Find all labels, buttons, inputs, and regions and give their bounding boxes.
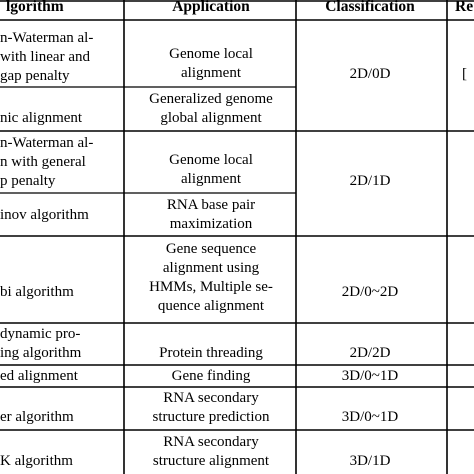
row8-classification: 3D/0~1D: [341, 409, 399, 425]
row3-algorithm-line3: p penalty: [0, 173, 56, 189]
row9-application-line2: structure alignment: [152, 453, 270, 469]
row4-algorithm: inov algorithm: [0, 207, 89, 223]
row5-algorithm: bi algorithm: [0, 284, 74, 300]
header-algorithm: lgorithm: [6, 0, 64, 15]
row8-algorithm: er algorithm: [0, 409, 74, 425]
row8-application-line1: RNA secondary: [163, 390, 259, 406]
row9-application-line1: RNA secondary: [163, 434, 259, 450]
row4-application-line2: maximization: [169, 216, 253, 232]
row1-algorithm-line2: with linear and: [0, 49, 90, 65]
row6-algorithm-line1: dynamic pro-: [0, 326, 81, 342]
row7-application: Gene finding: [171, 368, 251, 384]
row5-application-line3: HMMs, Multiple se-: [149, 279, 273, 295]
row3-classification: 2D/1D: [349, 173, 391, 189]
row5-application-line2: alignment using: [162, 260, 260, 276]
row6-algorithm-line2: ing algorithm: [0, 345, 82, 361]
row2-application-line2: global alignment: [160, 110, 262, 126]
row5-classification: 2D/0~2D: [341, 284, 399, 300]
row7-algorithm: ed alignment: [0, 368, 78, 384]
row2-application-line1: Generalized genome: [149, 91, 273, 107]
header-reference: Re: [455, 0, 474, 15]
row6-application: Protein threading: [159, 345, 263, 361]
row3-application-line2: alignment: [181, 171, 241, 187]
row1-algorithm-line3: gap penalty: [0, 68, 70, 84]
row3-algorithm-line2: n with general: [0, 154, 86, 170]
row7-classification: 3D/0~1D: [341, 368, 399, 384]
row6-classification: 2D/2D: [349, 345, 391, 361]
row3-algorithm-line1: n-Waterman al-: [0, 135, 94, 151]
row4-application-line1: RNA base pair: [166, 197, 256, 213]
row1-algorithm-line1: n-Waterman al-: [0, 30, 94, 46]
row5-application-line4: quence alignment: [157, 298, 265, 314]
header-classification: Classification: [325, 0, 415, 15]
row5-application-line1: Gene sequence: [165, 241, 257, 257]
row1-reference: [: [462, 66, 467, 82]
row9-algorithm: K algorithm: [0, 453, 73, 469]
row1-application-line1: Genome local: [169, 46, 253, 62]
header-application: Application: [172, 0, 250, 15]
row1-application-line2: alignment: [181, 65, 241, 81]
row9-classification: 3D/1D: [349, 453, 391, 469]
row3-application-line1: Genome local: [169, 152, 253, 168]
row1-classification: 2D/0D: [349, 66, 391, 82]
row2-algorithm: nic alignment: [0, 110, 83, 126]
row8-application-line2: structure prediction: [152, 409, 270, 425]
